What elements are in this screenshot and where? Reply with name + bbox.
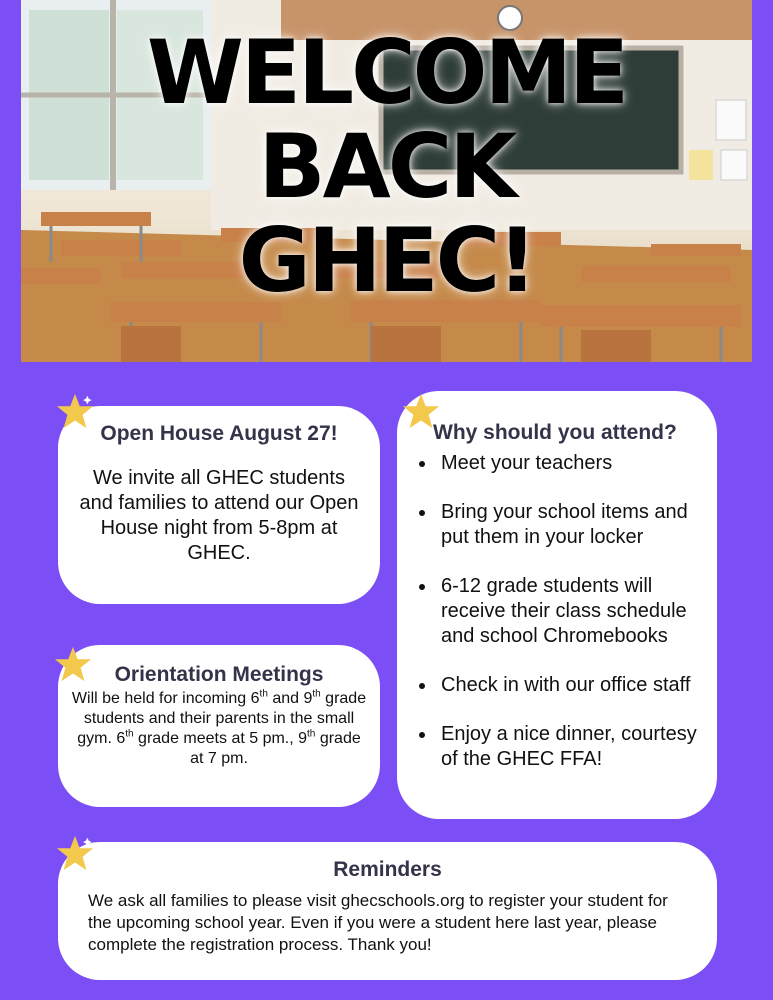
ordinal-suffix: th	[259, 688, 268, 700]
orientation-card	[58, 645, 380, 807]
reminders-title: Reminders	[333, 858, 442, 881]
ordinal-suffix: th	[125, 728, 134, 740]
orientation-title: Orientation Meetings	[114, 663, 324, 686]
star-icon	[54, 645, 92, 683]
why-attend-card	[397, 391, 717, 819]
orientation-text-part: Will be held for incoming 6	[71, 690, 260, 707]
open-house-card	[58, 406, 380, 604]
orientation-text	[70, 689, 368, 769]
star-icon	[56, 834, 94, 872]
list-item: • 6-12 grade students will receive their class schedule and school Chromebooks	[437, 574, 707, 649]
ordinal-suffix: th	[307, 728, 316, 740]
orientation-text-part: grade students and their parents in the small gym. 6	[77, 690, 367, 747]
open-house-title: Open House August 27!	[100, 422, 338, 445]
orientation-text-part: grade meets at 5 pm., 9	[133, 730, 308, 747]
hero-title	[21, 21, 752, 312]
open-house-text: We invite all GHEC students and families to attend our Open House night from 5-8pm at GHEC.	[79, 467, 359, 564]
ordinal-suffix: th	[312, 688, 321, 700]
orientation-text-part: grade at 7 pm.	[190, 730, 361, 767]
why-attend-title: Why should you attend?	[433, 421, 677, 444]
star-icon	[402, 392, 440, 430]
list-item: • Bring your school items and put them in your locker	[437, 500, 707, 550]
list-item: • Check in with our office staff	[437, 673, 707, 698]
list-item: • Enjoy a nice dinner, courtesy of the GHEC FFA!	[437, 722, 707, 772]
list-item: • Meet your teachers	[437, 451, 707, 476]
reminders-text: We ask all families to please visit ghecschools.org to register your student for the upcoming school year. Even if you were a student here last year, please complete the registration process. Thank you!	[88, 891, 668, 954]
hero-banner	[21, 0, 752, 362]
why-attend-list	[411, 451, 707, 772]
star-icon	[56, 392, 94, 430]
hero-title-line-2: BACK	[258, 115, 515, 218]
reminders-card	[58, 842, 717, 980]
hero-title-line-3: GHEC!	[238, 209, 535, 312]
hero-title-line-1: WELCOME	[146, 21, 627, 124]
orientation-text-part: and 9	[267, 690, 313, 707]
